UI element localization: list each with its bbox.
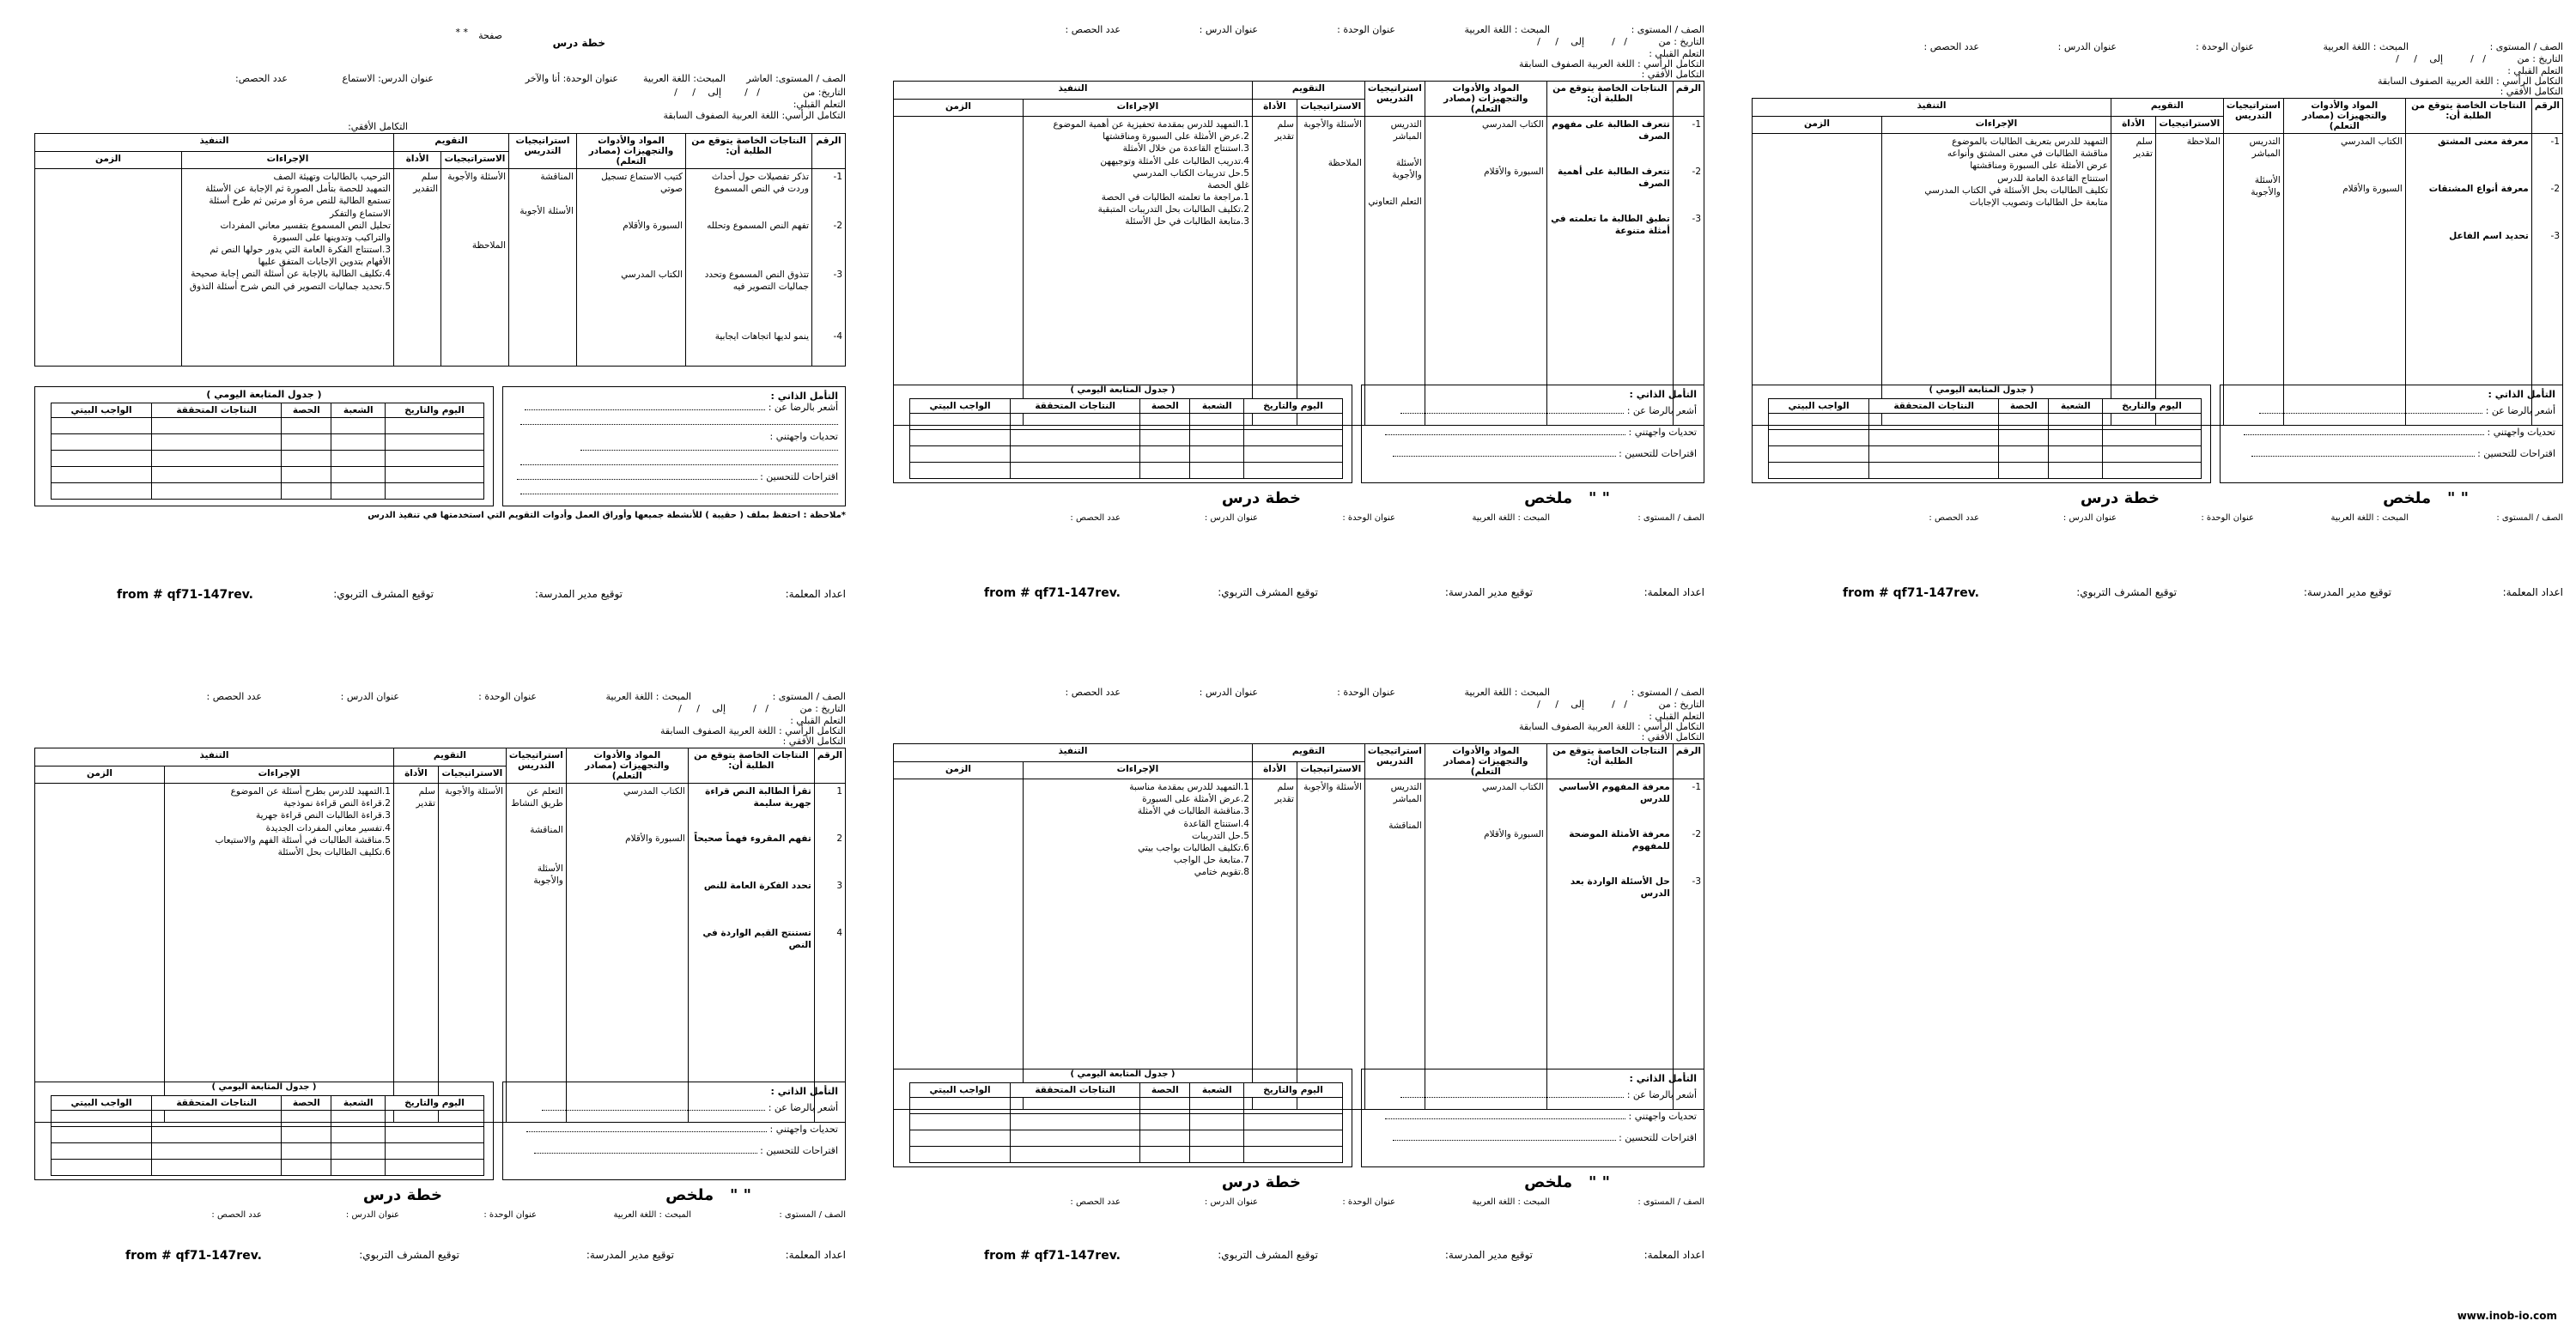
reflection-box: التأمل الذاتي : أشعر بالرضا عن : تحديات واجهتني : اقتراحات للتحسين : [2220,385,2563,483]
summary-label: " " ملخص [1524,1173,1610,1191]
col-materials: المواد والأدوات والتجهيزات (مصادر التعلم) [577,134,686,169]
page-label: صفحة [478,30,502,41]
lesson-plan-page4: الصف / المستوى : المبحث : اللغة العربية عنوان الوحدة : عنوان الدرس : عدد الحصص : التاريخ : من / / إلى / / التعلم القبلي : التكامل الرأسي : اللغة العربية الصفوف السابقة التكامل الأفقي : الرقم النتاجات الخاصة يتوقع من الطلبة أن: المواد والأدوات والتجهيزات (مصادر التعلم) استراتيجيات التدريس التقويم التنفيذ الاستراتيجيات الأداة الإجراءات الزمن 1 2 3 4 تقرأ الطالبة النص قراءة جهرية سليمة تفهم المقروء فهماً صحيحاً تحدد الفكرة العامة للنص تستنتج القيم الواردة في النص الكتاب المدرسي السبورة والأقلام التعلم عن طريق النشاط المناقشة الأسئلة والأجوبة الأسئلة والأجوبة سلم تقدير 1.التمهيد للدرس بطرح أسئلة عن الموضوع 2.قراءة النص قراءة نموذجية 3.قراءة الطالبات النص قراءة جهرية 4.تفسير معاني المفردات الجديدة 5.مناقشة الطالبات في أسئلة الفهم والاستيعاب 6.تكليف الطالبات بحل الأسئلة التأمل الذاتي : أشعر بالرضا عن : تحديات واجهتني : اقتراحات للتحسين : ( جدول المتابعة اليومي ) اليوم والتاريخ الشعبة الحصة النتاجات المتحققة الواجب البيتي " " ملخص خطة درس الصف / المستوى : المبحث : اللغة العربية عنوان الوحدة : عنوان الدرس : عدد الحصص : اعداد المعلمة: توقيع مدير المدرسة: توقيع المشرف التربوي: from # qf71-147rev. [21,691,846,1309]
reflection-box: التأمل الذاتي : أشعر بالرضا عن : تحديات واجهتني : اقتراحات للتحسين : [1361,385,1704,483]
outcomes-cell: تذكر تفصيلات حول أحداث وردت في النص المسموع تفهم النص المسموع وتحلله تتذوق النص المسموع وتحدد جماليات التصوير فيه ينمو لديها اتجاهات ايجابية [686,169,812,367]
plan-title: خطة درس [1221,489,1301,507]
eval-tool-cell: سلم التقدير [394,169,441,367]
lesson-table: الرقم النتاجات الخاصة يتوقع من الطلبة أن: المواد والأدوات والتجهيزات (مصادر التعلم) استراتيجيات التدريس التقويم التنفيذ الاستراتيجيات الأداة الإجراءات الزمن 1- 2- 3- معرفة المفهوم الأساسي للدرس معرفة الأمثلة الموضحة للمفهوم حل الأسئلة الواردة بعد الدرس الكتاب المدرسي السبورة والأقلام التدريس المباشر المناقشة الأسئلة والأجوبة سلم تقدير 1.التمهيد للدرس بمقدمة مناسبة 2.عرض الأمثلة على السبورة 3.مناقشة الطالبات في الأمثلة 4.استنتاج القاعدة 5.حل التدريبات 6.تكليف الطالبات بواجب بيتي 7.متابعة حل الواجب 8.تقويم ختامي [893,743,1704,1110]
summary-label: " " ملخص [665,1186,751,1204]
lesson-label: عنوان الدرس: الاستماع [342,73,434,84]
col-eval-tool: الأداة [394,151,441,169]
header-line-1 [21,73,846,85]
follow-up-box: ( جدول المتابعة اليومي ) اليوم والتاريخ الشعبة الحصة النتاجات المتحققة الواجب البيتي [1752,385,2211,483]
num-cell: 1- 2- 3- 4- [812,169,846,367]
prior-learning: التعلم القبلي: [793,99,846,110]
follow-up-table: اليوم والتاريخ الشعبة الحصة النتاجات المتحققة الواجب البيتي [51,1095,484,1176]
header-line: الصف / المستوى : المبحث : اللغة العربية عنوان الوحدة : عنوان الدرس : عدد الحصص : [206,691,846,702]
plan-title: خطة درس [2080,489,2160,507]
follow-up-box: ( جدول المتابعة اليومي ) اليوم والتاريخ الشعبة الحصة النتاجات المتحققة الواجب البيتي [34,386,494,506]
date-from: التاريخ: من [802,87,846,98]
reflection-box: التأمل الذاتي : أشعر بالرضا عن : تحديات واجهتني : اقتراحات للتحسين : [502,386,846,506]
horizontal-integration: التكامل الأفقي: [348,121,408,132]
col-procedures: الإجراءات [182,151,394,169]
col-num: الرقم [812,134,846,169]
grade-label: الصف / المستوى: العاشر [746,73,846,84]
lesson-table [34,133,846,367]
date-to: إلى [708,87,721,98]
periods-label: عدد الحصص: [235,73,288,84]
reflection-box: التأمل الذاتي : أشعر بالرضا عن : تحديات واجهتني : اقتراحات للتحسين : [502,1082,846,1180]
follow-up-box: ( جدول المتابعة اليومي ) اليوم والتاريخ الشعبة الحصة النتاجات المتحققة الواجب البيتي [893,385,1352,483]
follow-up-table: اليوم والتاريخ الشعبة الحصة النتاجات المتحققة الواجب البيتي [51,403,484,500]
col-strategies: استراتيجيات التدريس [509,134,577,169]
lesson-table: الرقم النتاجات الخاصة يتوقع من الطلبة أن: المواد والأدوات والتجهيزات (مصادر التعلم) استراتيجيات التدريس التقويم التنفيذ الاستراتيجيات الأداة الإجراءات الزمن 1 2 3 4 تقرأ الطالبة النص قراءة جهرية سليمة تفهم المقروء فهماً صحيحاً تحدد الفكرة العامة للنص تستنتج القيم الواردة في النص الكتاب المدرسي السبورة والأقلام التعلم عن طريق النشاط المناقشة الأسئلة والأجوبة الأسئلة والأجوبة سلم تقدير 1.التمهيد للدرس بطرح أسئلة عن الموضوع 2.قراءة النص قراءة نموذجية 3.قراءة الطالبات النص قراءة جهرية 4.تفسير معاني المفردات الجديدة 5.مناقشة الطالبات في أسئلة الفهم والاستيعاب 6.تكليف الطالبات بحل الأسئلة [34,748,846,1123]
follow-up-box: ( جدول المتابعة اليومي ) اليوم والتاريخ الشعبة الحصة النتاجات المتحققة الواجب البيتي [34,1082,494,1180]
col-execution: التنفيذ [35,134,394,152]
lesson-table: الرقم النتاجات الخاصة يتوقع من الطلبة أن: المواد والأدوات والتجهيزات (مصادر التعلم) استراتيجيات التدريس التقويم التنفيذ الاستراتيجيات الأداة الإجراءات الزمن 1- 2- 3- معرفة معنى المشتق معرفة أنواع المشتقات تحديد اسم الفاعل الكتاب المدرسي السبورة والأقلام التدريس المباشر الأسئلة والأجوبة الملاحظة سلم تقدير التمهيد للدرس بتعريف الطالبات بالموضوع مناقشة الطالبات في معنى المشتق وأنواعه عرض الأمثلة على السبورة ومناقشتها استنتاج القاعدة العامة للدرس تكليف الطالبات بحل الأسئلة في الكتاب المدرسي متابعة حل الطالبات وتصويب الإجابات [1752,98,2563,426]
follow-up-box: ( جدول المتابعة اليومي ) اليوم والتاريخ الشعبة الحصة النتاجات المتحققة الواجب البيتي [893,1069,1352,1167]
procedures-cell: الترحيب بالطالبات وتهيئة الصف التمهيد للحصة بتأمل الصورة ثم الإجابة عن الأسئلة تستمع الطالبة للنص مرة أو مرتين ثم طرح أسئلة الاستماع والتفكر تحليل النص المسموع بتفسير معاني المفردات والتراكيب وتدوينها على السبورة 3.استنتاج الفكرة العامة التي يدور حولها النص ثم الأفهام بتدوين الإجابات المتفق عليها 4.تكليف الطالبة بالإجابة عن أسئلة النص إجابة صحيحة 5.تحديد جماليات التصوير في النص شرح أسئلة التذوق [182,169,394,367]
lesson-table: الرقم النتاجات الخاصة يتوقع من الطلبة أن: المواد والأدوات والتجهيزات (مصادر التعلم) استراتيجيات التدريس التقويم التنفيذ الاستراتيجيات الأداة الإجراءات الزمن 1- 2- 3- تتعرف الطالبة على مفهوم الصرف تتعرف الطالبة على أهمية الصرف تطبق الطالبة ما تعلمته في أمثلة متنوعة الكتاب المدرسي السبورة والأقلام التدريس المباشر الأسئلة والأجوبة التعلم التعاوني الأسئلة والأجوبة الملاحظة سلم تقدير 1.التمهيد للدرس بمقدمة تحفيزية عن أهمية الموضوع 2.عرض الأمثلة على السبورة ومناقشتها 3.استنتاج القاعدة من خلال الأمثلة 4.تدريب الطالبات على الأمثلة وتوجيههن 5.حل تدريبات الكتاب المدرسي غلق الحصة 1.مراجعة ما تعلمته الطالبات في الحصة 2.تكليف الطالبات بحل التدريبات المتبقية 3.متابعة الطالبات في حل الأسئلة [893,81,1704,426]
strategies-cell: المناقشة الأسئلة الأجوبة [509,169,577,367]
lesson-plan-page2: الصف / المستوى : المبحث : اللغة العربية عنوان الوحدة : عنوان الدرس : عدد الحصص : التاريخ : من / / إلى / / التعلم القبلي : التكامل الرأسي : اللغة العربية الصفوف السابقة التكامل الأفقي : الرقم النتاجات الخاصة يتوقع من الطلبة أن: المواد والأدوات والتجهيزات (مصادر التعلم) استراتيجيات التدريس التقويم التنفيذ الاستراتيجيات الأداة الإجراءات الزمن 1- 2- 3- تتعرف الطالبة على مفهوم الصرف تتعرف الطالبة على أهمية الصرف تطبق الطالبة ما تعلمته في أمثلة متنوعة الكتاب المدرسي السبورة والأقلام التدريس المباشر الأسئلة والأجوبة التعلم التعاوني الأسئلة والأجوبة الملاحظة سلم تقدير 1.التمهيد للدرس بمقدمة تحفيزية عن أهمية الموضوع 2.عرض الأمثلة على السبورة ومناقشتها 3.استنتاج القاعدة من خلال الأمثلة 4.تدريب الطالبات على الأمثلة وتوجيههن 5.حل تدريبات الكتاب المدرسي غلق الحصة 1.مراجعة ما تعلمته الطالبات في الحصة 2.تكليف الطالبات بحل التدريبات المتبقية 3.متابعة الطالبات في حل الأسئلة التأمل الذاتي : أشعر بالرضا عن : تحديات واجهتني : اقتراحات للتحسين : ( جدول المتابعة اليومي ) اليوم والتاريخ الشعبة الحصة النتاجات المتحققة الواجب البيتي " " ملخص خطة درس الصف / المستوى : المبحث : اللغة العربية عنوان الوحدة : عنوان الدرس : عدد الحصص : اعداد المعلمة: توقيع مدير المدرسة: توقيع المشرف التربوي: from # qf71-147rev. [880,24,1704,642]
col-evaluation: التقويم [394,134,509,152]
reflection-box: التأمل الذاتي : أشعر بالرضا عن : تحديات واجهتني : اقتراحات للتحسين : [1361,1069,1704,1167]
plan-title: خطة درس [362,1186,442,1204]
col-outcomes: النتاجات الخاصة يتوقع من الطلبة أن: [686,134,812,169]
lesson-plan-page5: الصف / المستوى : المبحث : اللغة العربية عنوان الوحدة : عنوان الدرس : عدد الحصص : التاريخ : من / / إلى / / التعلم القبلي : التكامل الرأسي : اللغة العربية الصفوف السابقة التكامل الأفقي : الرقم النتاجات الخاصة يتوقع من الطلبة أن: المواد والأدوات والتجهيزات (مصادر التعلم) استراتيجيات التدريس التقويم التنفيذ الاستراتيجيات الأداة الإجراءات الزمن 1- 2- 3- معرفة المفهوم الأساسي للدرس معرفة الأمثلة الموضحة للمفهوم حل الأسئلة الواردة بعد الدرس الكتاب المدرسي السبورة والأقلام التدريس المباشر المناقشة الأسئلة والأجوبة سلم تقدير 1.التمهيد للدرس بمقدمة مناسبة 2.عرض الأمثلة على السبورة 3.مناقشة الطالبات في الأمثلة 4.استنتاج القاعدة 5.حل التدريبات 6.تكليف الطالبات بواجب بيتي 7.متابعة حل الواجب 8.تقويم ختامي التأمل الذاتي : أشعر بالرضا عن : تحديات واجهتني : اقتراحات للتحسين : ( جدول المتابعة اليومي ) اليوم والتاريخ الشعبة الحصة النتاجات المتحققة الواجب البيتي " " ملخص خطة درس الصف / المستوى : المبحث : اللغة العربية عنوان الوحدة : عنوان الدرس : عدد الحصص : اعداد المعلمة: توقيع مدير المدرسة: توقيع المشرف التربوي: from # qf71-147rev. [880,687,1704,1305]
col-eval-strategies: الاستراتيجيات [441,151,509,169]
eval-strategies-cell: الأسئلة والأجوبة الملاحظة [441,169,509,367]
time-cell [35,169,182,367]
header-line: الصف / المستوى : المبحث : اللغة العربية عنوان الوحدة : عنوان الدرس : عدد الحصص : [1065,687,1704,698]
follow-up-table: اليوم والتاريخ الشعبة الحصة النتاجات المتحققة الواجب البيتي [909,1082,1343,1163]
unit-label: عنوان الوحدة: أنا والآخر [525,73,618,84]
plan-title: خطة درس [1221,1173,1301,1191]
header-line: الصف / المستوى : المبحث : اللغة العربية عنوان الوحدة : عنوان الدرس : عدد الحصص : [1065,24,1704,35]
col-time: الزمن [35,151,182,169]
summary-label: " " ملخص [1524,489,1610,507]
subject-label: المبحث: اللغة العربية [642,73,726,84]
summary-label: " " ملخص [2383,489,2469,507]
vertical-integration: التكامل الرأسي: اللغة العربية الصفوف السابقة [663,110,846,121]
header-line: الصف / المستوى : المبحث : اللغة العربية عنوان الوحدة : عنوان الدرس : عدد الحصص : [1923,41,2563,52]
plan-title: خطة درس [552,37,605,49]
lesson-plan-page3: الصف / المستوى : المبحث : اللغة العربية عنوان الوحدة : عنوان الدرس : عدد الحصص : التاريخ : من / / إلى / / التعلم القبلي : التكامل الرأسي : اللغة العربية الصفوف السابقة التكامل الأفقي : الرقم النتاجات الخاصة يتوقع من الطلبة أن: المواد والأدوات والتجهيزات (مصادر التعلم) استراتيجيات التدريس التقويم التنفيذ الاستراتيجيات الأداة الإجراءات الزمن 1- 2- 3- معرفة معنى المشتق معرفة أنواع المشتقات تحديد اسم الفاعل الكتاب المدرسي السبورة والأقلام التدريس المباشر الأسئلة والأجوبة الملاحظة سلم تقدير التمهيد للدرس بتعريف الطالبات بالموضوع مناقشة الطالبات في معنى المشتق وأنواعه عرض الأمثلة على السبورة ومناقشتها استنتاج القاعدة العامة للدرس تكليف الطالبات بحل الأسئلة في الكتاب المدرسي متابعة حل الطالبات وتصويب الإجابات التأمل الذاتي : أشعر بالرضا عن : تحديات واجهتني : اقتراحات للتحسين : ( جدول المتابعة اليومي ) اليوم والتاريخ الشعبة الحصة النتاجات المتحققة الواجب البيتي " " ملخص خطة درس الصف / المستوى : المبحث : اللغة العربية عنوان الوحدة : عنوان الدرس : عدد الحصص : اعداد المعلمة: توقيع مدير المدرسة: توقيع المشرف التربوي: from # qf71-147rev. [1739,41,2563,659]
lesson-plan-page-1: صفحة * * خطة درس الصف / المستوى: العاشر المبحث: اللغة العربية عنوان الوحدة: أنا والآخر عنوان الدرس: الاستماع عدد الحصص: التاريخ: من / / إلى / / التعلم القبلي: التكامل الرأسي: اللغة العربية الصفوف السابقة التكامل الأفقي: الرقم النتاجات الخاصة يتوقع من الطلبة أن: المواد والأدوات والتجهيزات (مصادر التعلم) استراتيجيات التدريس التقويم التنفيذ الاستراتيجيات الأداة الإجراءات الزمن 1- 2- 3- 4- تذكر تفصيلات حول أحداث وردت في النص المسموع تفهم النص المسموع وتحلله تتذوق النص المسموع وتحدد جماليات التصوير فيه ينمو لديها اتجاهات ايجابية كتيب الاستماع تسجيل صوتي السبورة والأقلام الكتاب المدرسي المناقشة الأسئلة الأجوبة الأسئلة والأجوبة الملاحظة سلم التقدير الترحيب بالطالبات وتهيئة الصف التمهيد للحصة بتأمل الصورة ثم الإجابة عن الأسئلة تستمع الطالبة للنص مرة أو مرتين ثم طرح أسئلة الاستماع والتفكر تحليل النص المسموع بتفسير معاني المفردات والتراكيب وتدوينها على السبورة 3.استنتاج الفكرة العامة التي يدور حولها النص ثم الأفهام بتدوين الإجابات المتفق عليها 4.تكليف الطالبة بالإجابة عن أسئلة النص إجابة صحيحة 5.تحديد جماليات التصوير في النص شرح أسئلة التذوق التأمل الذاتي : أشعر بالرضا عن : تحديات واجهتني : اقتراحات للتحسين : ( جدول المتابعة اليومي ) اليوم والتاريخ الشعبة الحصة النتاجات المتحققة الواجب البيتي *ملاحظة : احتفظ بملف ( حقيبة ) للأنشطة جميعها وأوراق العمل وأدوات التقويم التي استخدمتها في تنفيذ الدرس اعداد المعلمة: توقيع مدير المدرسة: توقيع المشرف التربوي: from # qf71-147rev. [21,30,846,648]
watermark: www.inob-io.com [2457,1310,2557,1322]
follow-up-table: اليوم والتاريخ الشعبة الحصة النتاجات المتحققة الواجب البيتي [1768,398,2202,479]
note: *ملاحظة : احتفظ بملف ( حقيبة ) للأنشطة جميعها وأوراق العمل وأدوات التقويم التي استخدمتها في تنفيذ الدرس [368,511,846,520]
materials-cell: كتيب الاستماع تسجيل صوتي السبورة والأقلام الكتاب المدرسي [577,169,686,367]
follow-up-table: اليوم والتاريخ الشعبة الحصة النتاجات المتحققة الواجب البيتي [909,398,1343,479]
